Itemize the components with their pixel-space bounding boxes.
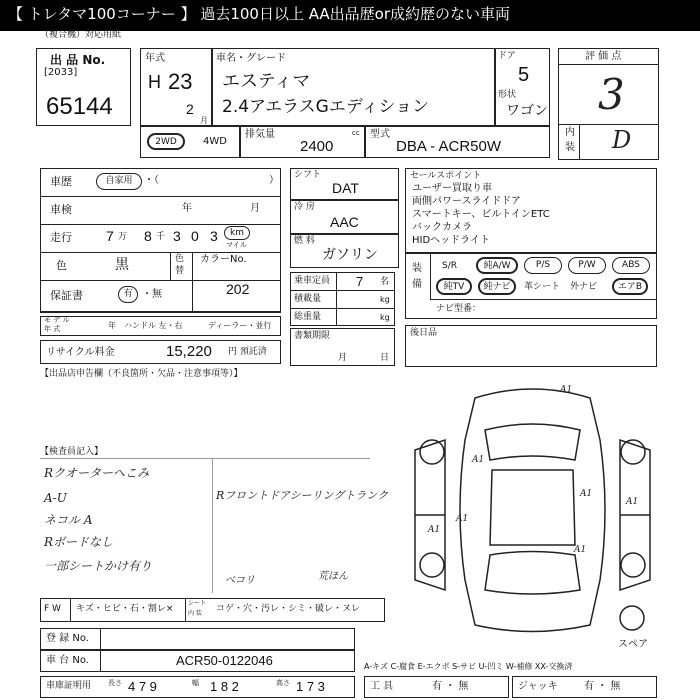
sales-item-2: 両側パワースライドドア: [412, 196, 521, 207]
cert-height: 1 7 3: [296, 679, 325, 694]
inspector-label: 【検査員記入】: [40, 447, 104, 457]
tools-label: 工 具: [370, 681, 394, 692]
tools-value: 有 ・ 無: [432, 681, 469, 692]
lot-label: 出 品 No.: [50, 53, 106, 67]
chassis-label: 車 台 No.: [46, 655, 89, 666]
inspector-note-1: Rクオーターへこみ: [44, 466, 150, 480]
mileage-d1: 7: [106, 228, 114, 244]
damage-mark-3: A1: [580, 489, 593, 499]
jack-label: ジャッキ: [518, 681, 558, 692]
model-year-label-1: モ デ ル: [44, 316, 70, 324]
color-value: 黒: [115, 257, 129, 273]
history-rest: ・（ ）: [144, 175, 279, 186]
equip-label-1: 装: [412, 263, 422, 274]
load-unit: kg: [380, 295, 390, 304]
inspector-note-3: ネコル A: [44, 513, 93, 527]
inspector-top-note-1: べコリ: [225, 575, 255, 586]
sales-item-3: スマートキー、ビルトインETC: [412, 209, 550, 220]
equip-label-2: 備: [412, 279, 422, 290]
weight-unit: kg: [380, 313, 390, 322]
damage-mark-1: A1: [560, 385, 573, 395]
mileage-label: 走行: [50, 231, 72, 244]
capacity-unit: 名: [380, 277, 390, 287]
lot-sub: [2033]: [44, 67, 78, 78]
ac-value: AAC: [330, 214, 359, 230]
navi-model-label: ナビ型番：: [436, 304, 482, 314]
inspector-note-2: A-U: [44, 491, 67, 505]
inspector-note-5: 一部シートかけ有り: [44, 559, 153, 573]
damage-mark-4: A1: [456, 514, 469, 524]
car-damage-diagram: [410, 380, 655, 640]
docs-day: 日: [380, 353, 390, 363]
cert-width-label: 幅: [192, 679, 199, 687]
doors-label: ドア: [498, 51, 516, 61]
damage-mark-2: A1: [472, 455, 485, 465]
roof: [490, 470, 575, 545]
warranty-label: 保証書: [50, 289, 83, 302]
lot-number: 65144: [46, 93, 113, 120]
drive-2wd: 2WD: [147, 133, 185, 150]
equip-tv: 純TV: [436, 278, 472, 295]
car-grade: 2.4アエラスGエディション: [222, 97, 430, 117]
cert-height-label: 高さ: [276, 679, 290, 687]
engine-unit: cc: [352, 129, 360, 137]
year-month: 2: [186, 101, 194, 117]
inspector-mid-note: Rフロントドアシーリングトランク: [216, 489, 389, 502]
interior-label-1: 内: [565, 127, 575, 138]
shape-value: ワゴン: [506, 103, 548, 119]
equip-ext-navi: 外ナビ: [570, 282, 598, 292]
recycle-value: 15,220: [166, 343, 212, 360]
color-code: 202: [226, 281, 250, 297]
year-value: 23: [168, 69, 193, 94]
rear-window: [485, 552, 580, 595]
score-value: 3: [598, 70, 625, 119]
equip-leather: 革シート: [524, 282, 561, 292]
car-body-outline: [460, 389, 605, 632]
mileage-u2: 千: [156, 232, 166, 242]
inspector-note-4: Rボードなし: [44, 535, 114, 549]
seat-label-2: 内 装: [188, 610, 202, 617]
fuel-value: ガソリン: [322, 247, 378, 263]
equip-alloy: 純A/W: [476, 257, 518, 274]
interior-label-2: 装: [565, 142, 575, 153]
inspector-top-note-2: 荒ほん: [318, 571, 348, 582]
color-change-2: 替: [175, 266, 185, 276]
spare-label: スペア: [618, 639, 648, 650]
interior-value: D: [612, 126, 632, 154]
sales-label: セールスポイント: [410, 171, 482, 181]
sales-item-1: ユーザー買取り車: [412, 183, 492, 194]
warranty-yes: 有: [118, 286, 138, 303]
model-label: 型式: [370, 129, 390, 140]
weight-label: 総重量: [294, 312, 322, 322]
shift-value: DAT: [332, 180, 359, 196]
mileage-unit-mile: マイル: [226, 241, 247, 249]
aftermarket-box: [405, 325, 657, 367]
mileage-d4: 0: [191, 228, 199, 244]
car-name: エスティマ: [222, 71, 311, 92]
color-label: 色: [56, 259, 67, 272]
doors-value: 5: [518, 64, 530, 86]
seat-label-1: シート: [188, 600, 207, 607]
equip-sr: S/R: [442, 261, 457, 271]
equip-pw: P/W: [568, 257, 606, 274]
engine-value: 2400: [300, 138, 334, 155]
inspection-month: 月: [250, 203, 260, 214]
model-year-handle: ハンドル 左・右: [124, 321, 183, 330]
year-label: 年式: [145, 53, 165, 64]
mileage-d3: 3: [173, 228, 181, 244]
capacity-label: 乗車定員: [294, 276, 331, 286]
model-value: DBA - ACR50W: [396, 138, 502, 155]
sales-item-5: HIDヘッドライト: [412, 235, 490, 246]
damage-mark-6: A1: [626, 497, 639, 507]
ac-label: 冷 房: [294, 202, 315, 212]
history-label: 車歴: [50, 175, 72, 188]
cert-label: 車庫証明用: [46, 681, 92, 691]
inspection-year: 年: [182, 203, 192, 214]
banner-text: 【 トレタマ100コーナー 】 過去100日以上 AA出品歴or成約歴のない車両: [8, 5, 511, 23]
drive-4wd: 4WD: [203, 136, 227, 147]
equip-airbag: エアB: [612, 278, 648, 295]
docs-month: 月: [338, 353, 348, 363]
seat-value: コゲ・穴・汚レ・シミ・破レ・ヌレ: [216, 604, 361, 614]
engine-label: 排気量: [245, 129, 275, 140]
inspection-label: 車検: [50, 203, 72, 216]
sales-item-4: バックカメラ: [412, 222, 472, 233]
jack-value: 有 ・ 無: [584, 681, 621, 692]
windshield: [485, 424, 580, 460]
mileage-unit-km: km: [224, 226, 250, 240]
color-code-label: カラーNo.: [200, 254, 247, 265]
mileage-d2: 8: [144, 228, 152, 244]
docs-label: 書類期限: [294, 331, 331, 341]
recycle-label: リサイクル料金: [46, 347, 115, 358]
damage-legend: A-キズ C-腐食 E-エクボ S-サビ U-凹ミ W-補修 XX-交換済: [364, 662, 573, 671]
mileage-u1: 万: [118, 232, 128, 242]
damage-mark-5: A1: [428, 525, 441, 535]
recycle-unit: 円 預託済: [228, 347, 267, 357]
top-note: （複合機）対応用紙: [40, 30, 122, 40]
damage-mark-7: A1: [574, 545, 587, 555]
cert-length: 4 7 9: [128, 679, 157, 694]
cert-length-label: 長さ: [108, 679, 122, 687]
year-era: H: [148, 72, 161, 92]
fw-label: F W: [44, 604, 61, 614]
cert-width: 1 8 2: [210, 679, 239, 694]
spare-tire: [620, 606, 644, 630]
color-change-1: 色: [175, 254, 185, 264]
equip-abs: ABS: [612, 257, 650, 274]
model-year-label-2: 年 式: [44, 325, 61, 333]
year-month-unit: 月: [200, 116, 208, 125]
load-label: 積載量: [294, 294, 322, 304]
shift-label: シフト: [294, 170, 322, 180]
model-year-dealer: ディーラー・並行: [208, 321, 272, 330]
history-value: 自家用: [96, 173, 142, 190]
fuel-label: 燃 料: [294, 236, 315, 246]
shape-label: 形状: [498, 90, 517, 100]
warranty-no: ・無: [142, 289, 162, 300]
equip-navi: 純ナビ: [478, 278, 516, 295]
mileage-d5: 3: [210, 228, 218, 244]
car-label: 車名・グレード: [216, 53, 286, 64]
wheel-rr: [621, 553, 645, 577]
model-year-year: 年: [108, 321, 116, 330]
disclosure-label: 【出品店申告欄（不良箇所・欠品・注意事項等）】: [40, 369, 243, 379]
equip-ps: P/S: [524, 257, 562, 274]
chassis-value: ACR50-0122046: [176, 653, 273, 668]
capacity-value: 7: [356, 274, 364, 289]
aftermarket-label: 後日品: [410, 328, 438, 338]
fw-value: キズ・ヒビ・石・割レ×: [76, 604, 174, 614]
score-label: 評 価 点: [585, 51, 622, 62]
reg-label: 登 録 No.: [46, 633, 89, 644]
wheel-rl: [420, 553, 444, 577]
